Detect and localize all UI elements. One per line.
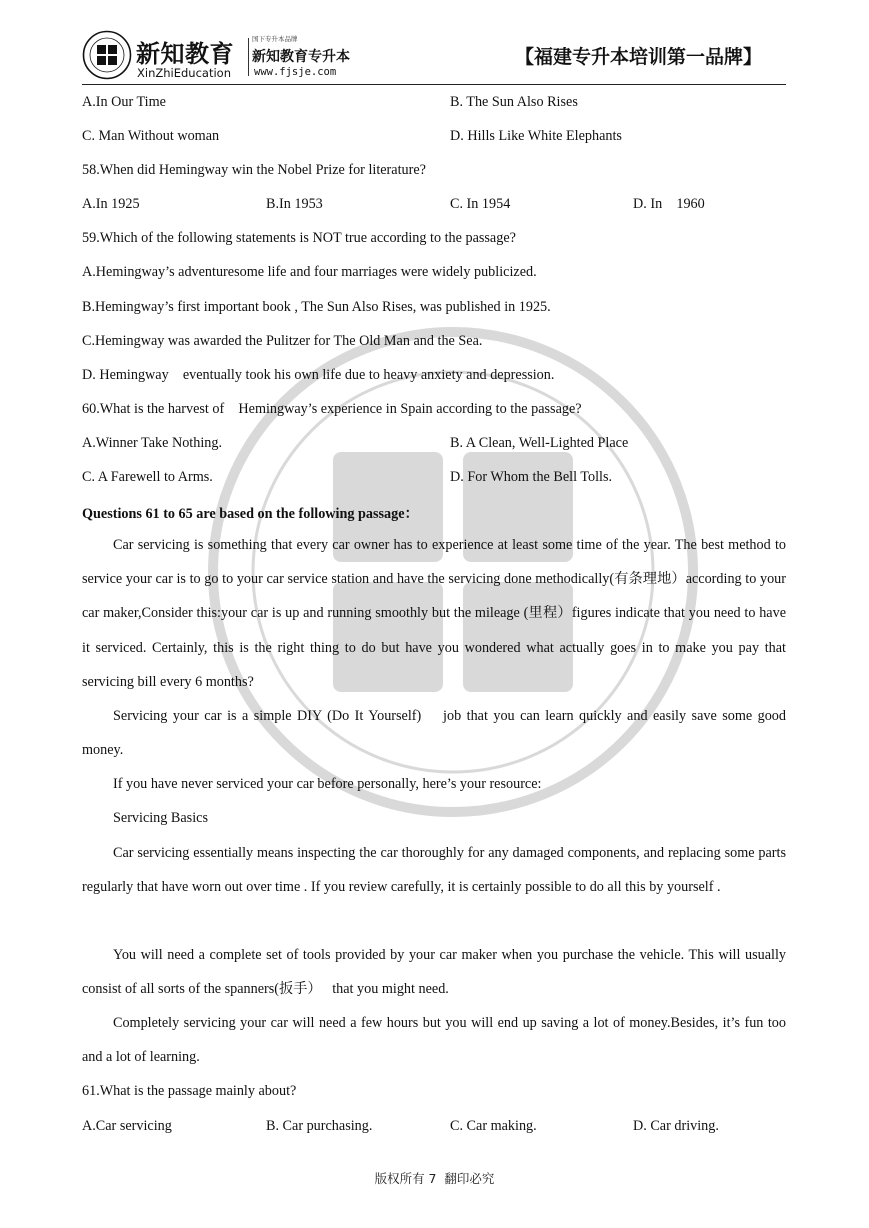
logo-divider [248,38,249,76]
q57-option-a: A.In Our Time [82,94,166,110]
logo-brand-text: 新知教育专升本 [252,49,350,65]
q60-option-a: A.Winner Take Nothing. [82,435,223,451]
q60-option-d: D. For Whom the Bell Tolls. [450,469,613,485]
q57-option-d: D. Hills Like White Elephants [450,128,622,144]
q61-question: 61.What is the passage mainly about? [82,1083,297,1099]
q59-option-d: D. Hemingway eventually took his own life due to heavy anxiety and depression. [82,367,555,383]
passage-paragraph-6: Completely servicing your car will need a few hours but you will end up saving a lot of money.Besides, it’s fun too and a lot of learning. [82,1015,786,1066]
passage-subheading: Servicing Basics [113,810,208,826]
q60-option-b: B. A Clean, Well-Lighted Place [450,435,629,451]
q59-option-b: B.Hemingway’s first important book , The Sun Also Rises, was published in 1925. [82,299,551,315]
passage-paragraph-4: Car servicing essentially means inspecting the car thoroughly for any damaged components, and replacing some parts regularly that have worn out over time . If you review carefully, it is certainly possible to do all this by yourself . [82,845,786,896]
passage-paragraph-2: Servicing your car is a simple DIY (Do It Yourself) job that you can learn quickly and easily save some good money. [82,708,790,759]
q59-option-c: C.Hemingway was awarded the Pulitzer for The Old Man and the Sea. [82,333,483,349]
passage-paragraph-5: You will need a complete set of tools provided by your car maker when you purchase the vehicle. This will usually consist of all sorts of the spanners(扳手） that you might need. [82,947,790,998]
q61-option-d: D. Car driving. [633,1118,719,1134]
q61-option-b: B. Car purchasing. [266,1118,373,1134]
q61-option-c: C. Car making. [450,1118,537,1134]
page-footer: 版权所有 7 翻印必究 [374,1171,495,1186]
q58-option-d: D. In 1960 [633,196,705,212]
page-header [82,28,786,85]
q57-option-b: B. The Sun Also Rises [450,94,578,110]
q59-option-a: A.Hemingway’s adventuresome life and four marriages were widely publicized. [82,264,537,280]
passage-paragraph-3: If you have never serviced your car before personally, here’s your resource: [113,776,542,792]
q57-option-c: C. Man Without woman [82,128,220,144]
q60-option-c: C. A Farewell to Arms. [82,469,213,485]
logo-sub-text: XinZhiEducation [137,66,231,80]
header-slogan: 【福建专升本培训第一品牌】 [514,46,762,68]
logo-tagline: 国下专升本品牌 [252,35,298,43]
q61-option-a: A.Car servicing [82,1118,172,1134]
passage-paragraph-1: Car servicing is something that every car owner has to experience at least some time of the year. The best method to service your car is to go to your car service station and have the servicing done methodically(有条理地）according to your car maker,Consider this:your car is up and running smoothly but the mileage (里程）figures indicate that you need to have it serviced. Certainly, this is the right thing to do but have you wondered what actually goes in to make you pay that servicing bill every 6 months? [82,537,786,690]
q58-option-b: B.In 1953 [266,196,323,212]
passage-heading: Questions 61 to 65 are based on the following passage： [82,506,419,522]
q59-question: 59.Which of the following statements is NOT true according to the passage? [82,230,516,246]
q58-option-a: A.In 1925 [82,196,140,212]
q58-option-c: C. In 1954 [450,196,511,212]
logo-url-text: www.fjsje.com [254,66,337,78]
logo-main-text: 新知教育 [136,40,234,68]
q60-question: 60.What is the harvest of Hemingway’s experience in Spain according to the passage? [82,401,582,417]
q58-question: 58.When did Hemingway win the Nobel Prize for literature? [82,162,426,178]
logo-seal-icon [82,30,132,80]
